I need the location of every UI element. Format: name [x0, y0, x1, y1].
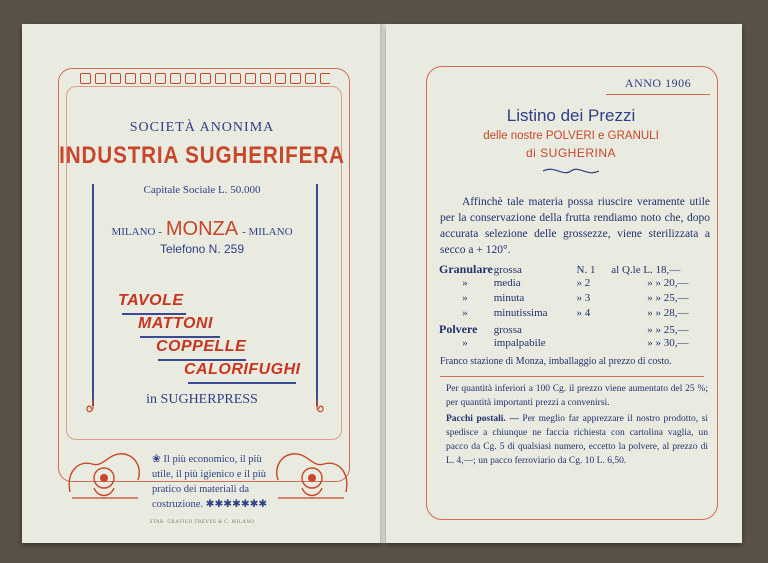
table-row: [439, 322, 689, 337]
right-page: [386, 24, 742, 543]
product-tavole: TAVOLE: [118, 292, 184, 309]
company-name: INDUSTRIA SUGHERIFERA: [59, 142, 345, 169]
product-coppelle: COPPELLE: [156, 338, 247, 355]
list-subtitle-1: delle nostre POLVERI e GRANULI: [483, 130, 659, 142]
row-size: grossa: [493, 264, 522, 276]
row-size: minutissima: [493, 307, 548, 319]
row-number: » 2: [576, 277, 591, 289]
year: ANNO 1906: [624, 76, 692, 90]
row-size: impalpabile: [493, 337, 546, 349]
left-page: [22, 24, 382, 543]
list-title: Listino dei Prezzi: [506, 106, 636, 125]
table-row: [439, 307, 689, 319]
row-price: » » 20,—: [647, 277, 689, 289]
row-size: grossa: [493, 324, 522, 336]
quantity-note: Per quantità inferiori a 100 Cg. il prezzo viene aumentato del 25 %; per quantità importanti prezzi a convenirsi.: [446, 384, 708, 408]
row-category: »: [462, 307, 468, 319]
table-row: [439, 277, 689, 289]
ornament-squares: [80, 71, 330, 85]
company-type: SOCIETÀ ANONIMA: [129, 120, 275, 135]
table-row: [439, 337, 689, 349]
decorative-frame-inner: [66, 86, 342, 440]
row-category: Granulare: [439, 262, 493, 276]
city-main: MONZA: [165, 218, 239, 240]
city-right: - MILANO: [242, 226, 293, 238]
row-number: » 3: [576, 292, 591, 304]
row-size: minuta: [493, 292, 525, 304]
row-number: » 4: [576, 307, 591, 319]
row-category: »: [462, 277, 468, 289]
franco-note: Franco stazione di Monza, imballaggio al prezzo di costo.: [440, 356, 672, 367]
section-rule: [440, 376, 704, 377]
slogan: ❀ Il più economico, il più utile, il più igienico e il più pratico dei materiali da costruzione. ✱✱✱✱✱✱✱: [152, 454, 268, 510]
capital: Capitale Sociale L. 50.000: [143, 184, 261, 196]
row-number: N. 1: [576, 264, 596, 276]
row-size: media: [493, 277, 521, 289]
product-mattoni: MATTONI: [138, 315, 213, 332]
phone: Telefono N. 259: [159, 242, 245, 256]
table-row: [439, 292, 689, 304]
row-category: »: [462, 337, 468, 349]
row-category: »: [462, 292, 468, 304]
row-price: » » 25,—: [647, 324, 689, 336]
flower-ornament-right: [270, 442, 352, 502]
intro-paragraph: Affinchè tale materia possa riuscire veramente utile per la conservazione della frutta rendiamo noto che, dopo accurata selezione delle grossezze, viene sterilizzata a secco a + 120°.: [440, 196, 710, 256]
row-price: » » 28,—: [647, 307, 689, 319]
list-subtitle-2: di SUGHERINA: [525, 146, 617, 160]
city-line: [22, 218, 382, 241]
postal-text: Per meglio far apprezzare il nostro prodotto, si spedisce a chiunque ne faccia richiesta con cartolina vaglia, un pacco da Cg. 5 di qualsiasi numero, eccetto la polvere, al prezzo di L. 4,—; un pacco ferroviario da Cg. 10 L. 6,50.: [446, 414, 708, 466]
postal-paragraph: [446, 412, 708, 468]
product-underline: [188, 382, 296, 384]
table-row: [439, 262, 680, 277]
row-category: Polvere: [439, 322, 478, 336]
row-price: » » 25,—: [647, 292, 689, 304]
ornament-divider: [541, 165, 601, 177]
row-price: al Q.le L. 18,—: [611, 264, 681, 276]
postal-label: Pacchi postali. —: [446, 414, 519, 424]
printer-imprint: STAB. GRAFICO TREVES & C. MILANO: [149, 520, 255, 525]
brand-line: in SUGHERPRESS: [146, 392, 258, 407]
row-price: » » 30,—: [647, 337, 689, 349]
product-calorifughi: CALORIFUGHI: [184, 361, 301, 378]
city-left: MILANO -: [111, 226, 162, 238]
flower-ornament-left: [64, 442, 146, 502]
